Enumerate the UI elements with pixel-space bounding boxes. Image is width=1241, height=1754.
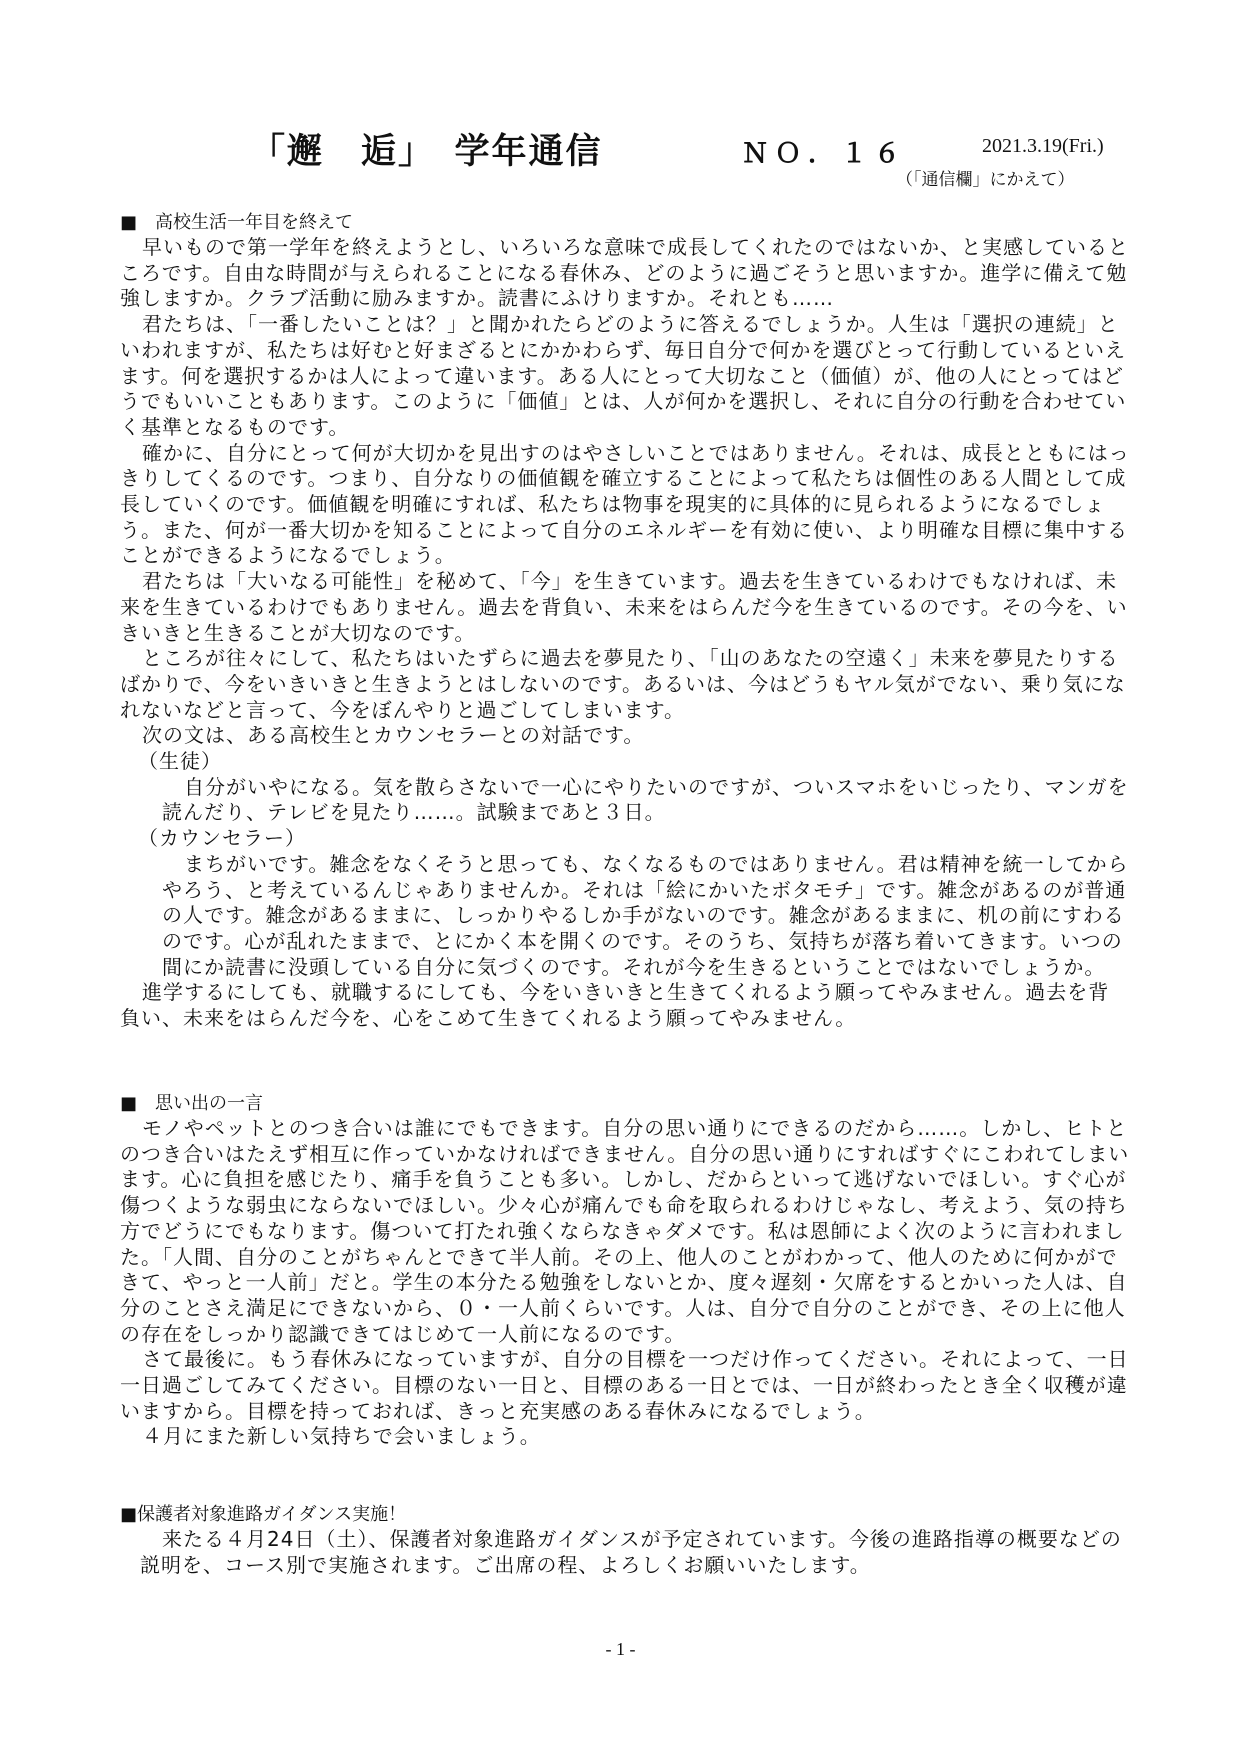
dialogue-label-student: （生徒） [138,749,222,774]
newsletter-title: 「邂 逅」 学年通信 [250,132,603,172]
section-body [120,1527,1130,1578]
issue-date: 2021.3.19(Fri.) [982,135,1104,157]
header-note: （「通信欄」にかえて） [896,170,1075,190]
paragraph: 確かに、自分にとって何が大切かを見出すのはやさしいことではありません。それは、成長とともにはっきりしてくるのです。つまり、自分なりの価値観を確立することによって私たちは個性のある人間として成長していくのです。価値観を明確にすれば、私たちは物事を現実的に具体的に見られるようになるでしょう。また、何が一番大切かを知ることによって自分のエネルギーを有効に使い、より明確な目標に集中することができるようになるでしょう。 [120,440,1130,568]
paragraph: 次の文は、ある高校生とカウンセラーとの対話です。 [142,723,645,748]
section-body [120,1116,1130,1450]
section-heading: ■ 思い出の一言 [120,1093,264,1114]
paragraph: ところが往々にして、私たちはいたずらに過去を夢見たり、「山のあなたの空遠く」未来を夢見たりするばかりで、今をいきいきと生きようとはしないのです。あるいは、今はどうもヤル気がでない、乗り気になれないなどと言って、今をぼんやりと過ごしてしまいます。 [120,646,1126,722]
paragraph: 進学するにしても、就職するにしても、今をいきいきと生きてくれるよう願ってやみません。過去を背負い、未来をはらんだ今を、心をこめて生きてくれるよう願ってやみません。 [120,980,1110,1031]
issue-number: ＮＯ．１６ [742,139,908,169]
page-number: - 1 - [605,1639,636,1659]
section-body [120,235,1130,1032]
section-memorable-words [120,1091,1130,1450]
paragraph: 君たちは「大いなる可能性」を秘めて、「今」を生きています。過去を生きているわけでもなければ、未来を生きているわけでもありません。過去を背負い、未来をはらんだ今を生きているのです。その今を、いきいきと生きることが大切なのです。 [120,569,1128,645]
section-guidance [120,1502,1130,1578]
paragraph: 来たる４月24日（土）、保護者対象進路ガイダンスが予定されています。今後の進路指導の概要などの説明を、コース別で実施されます。ご出席の程、よろしくお願いいたします。 [140,1527,1122,1577]
dialogue-label-counselor: （カウンセラー） [138,826,306,851]
dialogue-counselor-text: まちがいです。雑念をなくそうと思っても、なくなるものではありません。君は精神を統一してからやろう、と考えているんじゃありませんか。それは「絵にかいたボタモチ」です。雑念があるのが普通の人です。雑念があるままに、しっかりやるしか手がないのです。雑念があるままに、机の前にすわるのです。心が乱れたままで、とにかく本を開くのです。そのうち、気持ちが落ち着いてきます。いつの間にか読書に没頭している自分に気づくのです。それが今を生きるということではないでしょうか。 [162,851,1129,979]
paragraph: 早いもので第一学年を終えようとし、いろいろな意味で成長してくれたのではないか、と実感しているところです。自由な時間が与えられることになる春休み、どのように過ごそうと思いますか。進学に備えて勉強しますか。クラブ活動に励みますか。読書にふけりますか。それとも…… [120,235,1129,311]
section-heading: ■保護者対象進路ガイダンス実施！ [120,1504,407,1525]
section-heading: ■ 高校生活一年目を終えて [120,212,354,233]
section-first-year [120,210,1130,1032]
dialogue-student-text: 自分がいやになる。気を散らさないで一心にやりたいのですが、ついスマホをいじったり、マンガを読んだり、テレビを見たり……。試験まであと３日。 [162,774,1129,825]
paragraph: さて最後に。もう春休みになっていますが、自分の目標を一つだけ作ってください。それによって、一日一日過ごしてみてください。目標のない一日と、目標のある一日とでは、一日が終わったとき全く収穫が違いますから。目標を持っておれば、きっと充実感のある春休みになるでしょう。 [120,1347,1129,1423]
paragraph: 君たちは、「一番したいことは？」と聞かれたらどのように答えるでしょうか。人生は「選択の連続」といわれますが、私たちは好むと好まざるとにかかわらず、毎日自分で何かを選びとって行動しているといえます。何を選択するかは人によって違います。ある人にとって大切なこと（価値）が、他の人にとってはどうでもいいこともあります。このように「価値」とは、人が何かを選択し、それに自分の行動を合わせていく基準となるものです。 [120,312,1127,439]
paragraph: モノやペットとのつき合いは誰にでもできます。自分の思い通りにできるのだから……。しかし、ヒトとのつき合いはたえず相互に作っていかなければできません。自分の思い通りにすればすぐにこわれてしまいます。心に負担を感じたり、痛手を負うことも多い。しかし、だからといって逃げないでほしい。すぐ心が傷つくような弱虫にならないでほしい。少々心が痛んでも命を取られるわけじゃなし、考えよう、気の持ち方でどうにでもなります。傷ついて打たれ強くならなきゃダメです。私は恩師によく次のように言われました。「人間、自分のことがちゃんとできて半人前。その上、他人のことがわかって、他人のために何かができて、やっと一人前」だと。学生の本分たる勉強をしないとか、度々遅刻・欠席をするとかいった人は、自分のことさえ満足にできないから、０・一人前くらいです。人は、自分で自分のことができ、その上に他人の存在をしっかり認識できてはじめて一人前になるのです。 [120,1116,1130,1346]
paragraph: ４月にまた新しい気持ちで会いましょう。 [142,1424,541,1449]
